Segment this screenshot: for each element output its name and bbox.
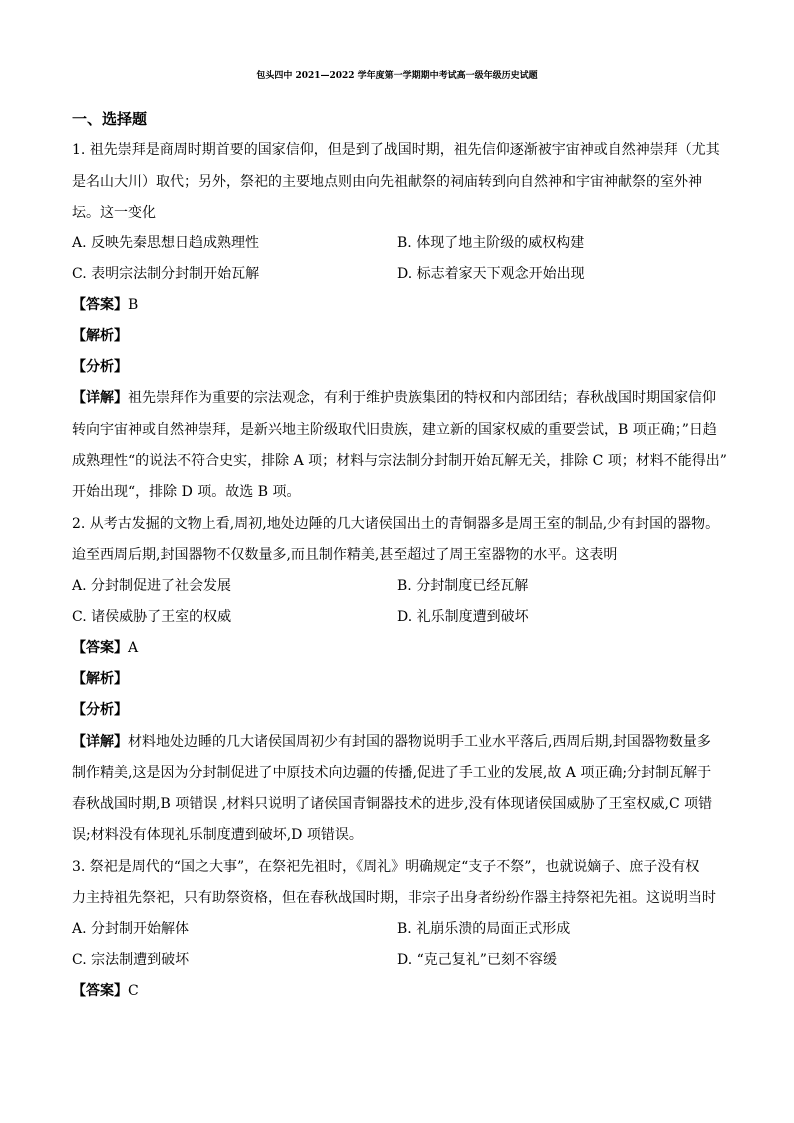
answer-line [72,981,139,1001]
option-a: A. 分封制促进了社会发展 [72,578,232,594]
answer-value: B [128,297,139,313]
detail-line: 成熟理性“的说法不符合史实，排除 A 项；材料与宗法制分封制开始瓦解无关，排除 C 项；材料不能得出” [72,453,727,469]
detail-line: 春秋战国时期,B 项错误 ,材料只说明了诸侯国青铜器技术的进步,没有体现诸侯国威胁了王室权威,C 项错 [72,796,713,812]
fenxi-label: 【分析】 [72,702,128,718]
option-b: B. 分封制度已经瓦解 [397,578,529,594]
detail-line: 转向宇宙神或自然神崇拜，是新兴地主阶级取代旧贵族，建立新的国家权威的重要尝试，B 项正确；”日趋 [72,422,717,438]
option-d: D. 礼乐制度遭到破坏 [397,609,529,625]
answer-line [72,638,138,658]
option-d: D. “克己复礼”已刻不容缓 [397,952,557,968]
question-1-text: 坛。这一变化 [72,205,156,221]
question-3-text: 力主持祖先祭祀，只有助祭资格，但在春秋战国时期，非宗子出身者纷纷作器主持祭祀先祖。这说明当时 [72,890,716,906]
jiexi-label: 【解析】 [72,671,128,687]
option-a: A. 反映先秦思想日趋成熟理性 [72,235,260,251]
answer-value: A [128,640,139,656]
option-b: B. 体现了地主阶级的威权构建 [397,235,585,251]
detail-line: 【详解】祖先崇拜作为重要的宗法观念，有利于维护贵族集团的特权和内部团结；春秋战国时期国家信仰 [72,390,716,406]
detail-label: 【详解】 [72,390,128,406]
option-a: A. 分封制开始解体 [72,921,190,937]
option-d: D. 标志着家天下观念开始出现 [397,266,585,282]
fenxi-label: 【分析】 [72,359,128,375]
jiexi-label: 【解析】 [72,328,128,344]
answer-label: 【答案】 [72,983,128,999]
question-1-text: 是名山大川）取代；另外，祭祀的主要地点则由向先祖献祭的祠庙转到向自然神和宇宙神献祭的室外神 [72,174,702,190]
detail-line: 【详解】材料地处边睡的几大诸侯国周初少有封国的器物说明手工业水平落后,西周后期,封国器物数量多 [72,734,711,750]
question-3-text: 3. 祭祀是周代的“国之大事”，在祭祀先祖时，《周礼》明确规定“支子不祭”，也就说嫡子、庶子没有权 [72,859,700,875]
option-c: C. 诸侯威胁了王室的权威 [72,609,232,625]
answer-line [72,295,138,315]
answer-value: C [128,983,139,999]
detail-line: 误;材料没有体现礼乐制度遭到破坏,D 项错误。 [72,827,363,843]
option-c: C. 表明宗法制分封制开始瓦解 [72,266,260,282]
detail-label: 【详解】 [72,734,128,750]
exam-title: 包头四中 2021—2022 学年度第一学期期中考试高一级年级历史试题 [256,71,538,81]
section-heading: 一、选择题 [72,110,148,128]
detail-line: 开始出现“，排除 D 项。故选 B 项。 [72,484,301,500]
detail-line: 制作精美,这是因为分封制促进了中原技术向边疆的传播,促进了手工业的发展,故 A 项正确;分封制瓦解于 [72,765,712,781]
question-1-text: 1. 祖先崇拜是商周时期首要的国家信仰，但是到了战国时期，祖先信仰逐渐被宇宙神或自然神崇拜（尤其 [72,142,720,158]
question-2-text: 迨至西周后期,封国器物不仅数量多,而且制作精美,甚至超过了周王室器物的水平。这表明 [72,547,618,563]
question-2-text: 2. 从考古发掘的文物上看,周初,地处边陲的几大诸侯国出土的青铜器多是周王室的制品,少有封国的器物。 [72,516,720,532]
option-b: B. 礼崩乐溃的局面正式形成 [397,921,571,937]
answer-label: 【答案】 [72,297,128,313]
option-c: C. 宗法制遭到破坏 [72,952,190,968]
answer-label: 【答案】 [72,640,128,656]
